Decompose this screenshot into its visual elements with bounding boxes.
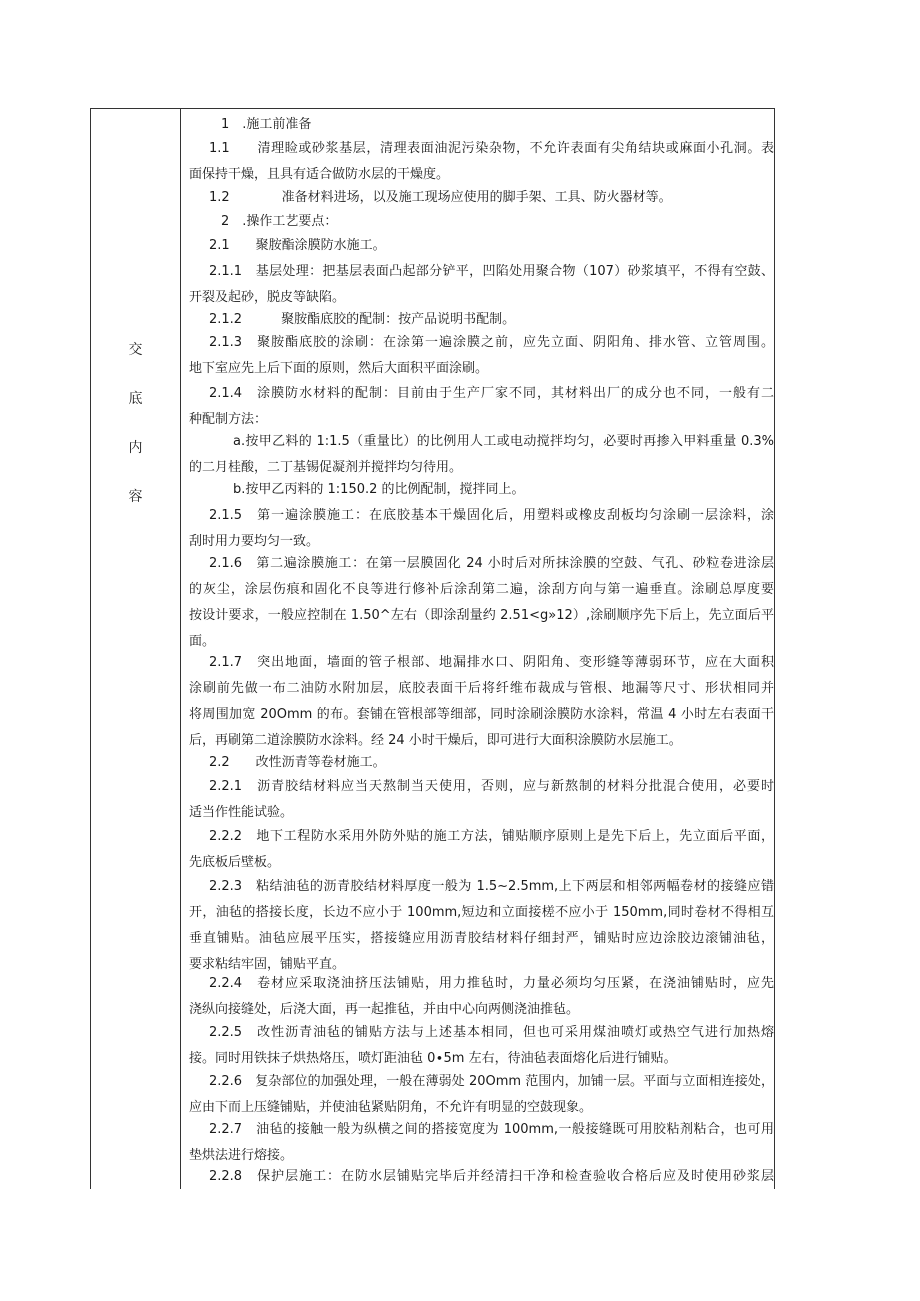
paragraph: [181, 185, 774, 211]
text-line: 浇纵向接缝处，后浇大面，再一起推毡，并由中心向两侧浇油推毡。: [189, 1002, 580, 1017]
text-line: 按设计要求，一般应控制在 1.50^左右（即涂刮量约 2.51<g»12）,涂刷顺序先下后上，先立面后平: [189, 608, 774, 623]
paragraph: [181, 330, 774, 382]
text-line: 2.2.1 沥青胶结材料应当天熬制当天使用，否则，应与新熬制的材料分批混合使用，必要时: [209, 779, 774, 794]
text-line: 2.2.5 改性沥青油毡的铺贴方法与上述基本相同，但也可采用煤油喷灯或热空气进行加热熔: [209, 1025, 774, 1040]
text-line: 2.2.4 卷材应采取浇油挤压法铺贴，用力推毡时，力量必须均匀压紧，在浇油铺贴时，应先: [209, 976, 774, 991]
text-line: 2 .操作工艺要点：: [221, 214, 338, 229]
disclosure-table: [90, 108, 775, 1189]
text-line: 要求粘结牢固，铺贴平直。: [189, 957, 346, 972]
text-line: 2.2.6 复杂部位的加强处理，一般在薄弱处 20Omm 范围内，加铺一层。平面与立面相连接处，: [209, 1074, 774, 1089]
paragraph: [181, 1164, 774, 1189]
text-line: 1 .施工前准备: [221, 117, 312, 132]
paragraph: [181, 1117, 774, 1169]
text-line: 2.2 改性沥青等卷材施工。: [209, 755, 386, 770]
paragraph: [181, 650, 774, 754]
sidebar-char: 内: [128, 440, 143, 456]
paragraph: [181, 874, 774, 978]
sidebar-char: 容: [128, 489, 143, 505]
text-line: 1.1 清理睑或砂浆基层，清理表面油泥污染杂物，不允许表面有尖角结块或麻面小孔洞。表: [209, 141, 774, 156]
paragraph: [181, 477, 774, 503]
sidebar-char: 交: [128, 342, 143, 358]
text-line: 应由下而上压缝铺贴，并使油毡紧贴阴角，不允许有明显的空鼓现象。: [189, 1100, 593, 1115]
text-line: 2.1.6 第二遍涂膜施工：在第一层膜固化 24 小时后对所抹涂膜的空鼓、气孔、砂粒卷进涂层: [209, 556, 774, 571]
text-line: 2.2.3 粘结油毡的沥青胶结材料厚度一般为 1.5~2.5mm,上下两层和相邻两幅卷材的接缝应错: [209, 879, 774, 894]
paragraph: [181, 503, 774, 555]
text-line: 涂刷前先做一布二油防水附加层，底胶表面干后将纤维布裁成与管根、地漏等尺寸、形状相同并: [189, 681, 774, 696]
text-line: 垂直铺贴。油毡应展平压实，搭接缝应用沥青胶结材料仔细封严，铺贴时应边涂胶边滚铺油毡，: [189, 931, 774, 946]
text-line: 面保持干燥，且具有适合做防水层的干燥度。: [189, 167, 450, 182]
text-line: 2.1.3 聚胺酯底胶的涂刷：在涂第一遍涂膜之前，应先立面、阴阳角、排水管、立管周围。: [209, 335, 774, 350]
paragraph: [181, 774, 774, 826]
text-line: 先底板后壁板。: [189, 855, 281, 870]
paragraph: [181, 1069, 774, 1121]
paragraph: [181, 429, 774, 481]
text-line: 垫烘法进行熔接。: [189, 1148, 294, 1163]
section-heading: [181, 209, 774, 235]
text-line: 1.2 准备材料进场，以及施工现场应使用的脚手架、工具、防火器材等。: [209, 190, 672, 205]
paragraph: [181, 233, 774, 259]
text-line: 面。: [189, 634, 216, 649]
text-line: 种配制方法：: [189, 412, 268, 427]
text-line: b.按甲乙丙料的 1:150.2 的比例配制，搅拌同上。: [233, 482, 525, 497]
paragraph: [181, 750, 774, 776]
text-line: 的二月桂酸，二丁基锡促凝剂并搅拌均匀待用。: [189, 460, 463, 475]
text-line: 2.1 聚胺酯涂膜防水施工。: [209, 238, 386, 253]
text-line: 2.1.5 第一遍涂膜施工：在底胶基本干燥固化后，用塑料或橡皮刮板均匀涂刷一层涂料，涂: [209, 508, 774, 523]
text-line: 地下室应先上后下面的原则，然后大面积平面涂刷。: [189, 361, 489, 376]
paragraph: [181, 259, 774, 311]
paragraph: [181, 1020, 774, 1072]
text-line: 2.1.7 突出地面，墙面的管子根部、地漏排水口、阴阳角、变形缝等薄弱环节，应在大面积: [209, 655, 774, 670]
text-line: 将周围加宽 20Omm 的布。套铺在管根部等细部，同时涂刷涂膜防水涂料，常温 4 小时左右表面干: [189, 707, 774, 722]
text-line: 适当作性能试验。: [189, 805, 294, 820]
sidebar-char: 底: [128, 391, 143, 407]
sidebar-label-column: [91, 109, 181, 1189]
text-line: 的灰尘，涂层伤痕和固化不良等进行修补后涂刮第二遍，涂刮方向与第一遍垂直。涂刷总厚度要: [189, 582, 774, 597]
text-line: 开裂及起砂，脱皮等缺陷。: [189, 290, 346, 305]
paragraph: [181, 136, 774, 188]
text-line: 2.2.2 地下工程防水采用外防外贴的施工方法，铺贴顺序原则上是先下后上，先立面后平面，: [209, 829, 774, 844]
text-line: 开，油毡的搭接长度，长边不应小于 100mm,短边和立面接槎不应小于 150mm,同时卷材不得相互: [189, 905, 774, 920]
paragraph: [181, 551, 774, 655]
paragraph: [181, 971, 774, 1023]
text-line: 2.1.4 涂膜防水材料的配制：目前由于生产厂家不同，其材料出厂的成分也不同，一般有二: [209, 386, 774, 401]
content-area: [181, 109, 774, 1189]
text-line: 2.2.7 油毡的接触一般为纵横之间的搭接宽度为 100mm,一般接缝既可用胶粘剂粘合，也可用: [209, 1122, 774, 1137]
text-line: 后，再刷第二道涂膜防水涂料。经 24 小时干燥后，即可进行大面积涂膜防水层施工。: [189, 733, 682, 748]
paragraph: [181, 381, 774, 433]
text-line: 接。同时用铁抹子烘热烙压，喷灯距油毡 0∙5m 左右，待油毡表面熔化后进行铺贴。: [189, 1051, 677, 1066]
text-line: 2.2.8 保护层施工：在防水层铺贴完毕后并经清扫干净和检查验收合格后应及时使用砂浆层: [209, 1169, 774, 1184]
text-line: 刮时用力要均匀一致。: [189, 534, 320, 549]
text-line: 2.1.1 基层处理：把基层表面凸起部分铲平，凹陷处用聚合物（107）砂浆填平，不得有空鼓、: [209, 264, 774, 279]
text-line: a.按甲乙料的 1:1.5（重量比）的比例用人工或电动搅拌均匀，必要时再掺入甲料重量 0.3%: [233, 434, 774, 449]
text-line: 2.1.2 聚胺酯底胶的配制：按产品说明书配制。: [209, 312, 516, 327]
section-heading: [181, 112, 774, 138]
paragraph: [181, 824, 774, 876]
